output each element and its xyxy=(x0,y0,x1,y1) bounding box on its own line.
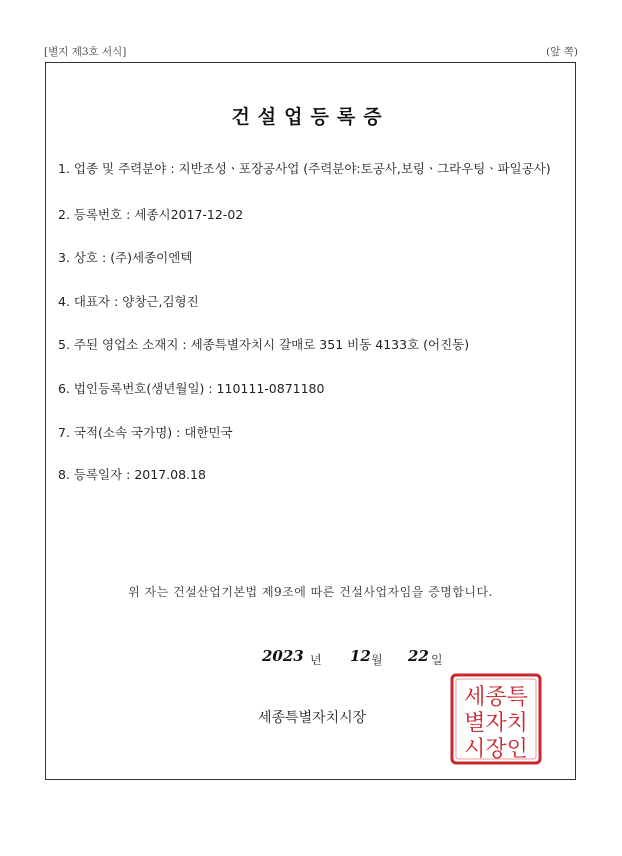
date-year-unit: 년 xyxy=(310,653,322,667)
date-day-unit: 일 xyxy=(431,653,443,667)
item-nationality: 7. 국적(소속 국가명) : 대한민국 xyxy=(58,425,233,440)
date-day: 22 xyxy=(408,647,429,665)
date-year: 2023 xyxy=(262,647,304,665)
official-seal xyxy=(450,673,542,765)
date-month-unit: 월 xyxy=(371,653,383,667)
seal-line-1: 세종특 xyxy=(464,685,528,710)
seal-line-2: 별자치 xyxy=(464,711,528,736)
certificate-frame xyxy=(45,62,576,780)
issuer-name: 세종특별자치시장 xyxy=(258,710,367,726)
certificate-title: 건설업등록증 xyxy=(231,106,390,128)
item-office-address: 5. 주된 영업소 소재지 : 세종특별자치시 갈매로 351 비동 4133호 (어진동) xyxy=(58,337,470,352)
item-company-name: 3. 상호 : (주)세종이엔텍 xyxy=(58,250,193,265)
date-month: 12 xyxy=(350,647,371,665)
seal-line-3: 시장인 xyxy=(464,737,528,762)
item-corporate-number: 6. 법인등록번호(생년월일) : 110111-0871180 xyxy=(58,381,325,396)
certification-statement: 위 자는 건설산업기본법 제9조에 따른 건설사업자임을 증명합니다. xyxy=(128,585,493,599)
item-representative: 4. 대표자 : 양창근,김형진 xyxy=(58,294,199,309)
form-label: [별지 제3호 서식] xyxy=(44,46,127,58)
item-registration-number: 2. 등록번호 : 세종시2017-12-02 xyxy=(58,207,244,222)
page-side-label: (앞 쪽) xyxy=(546,46,578,58)
item-registration-date: 8. 등록일자 : 2017.08.18 xyxy=(58,467,206,482)
issue-date xyxy=(46,647,575,673)
item-business-type: 1. 업종 및 주력분야 : 지반조성ㆍ포장공사업 (주력분야:토공사,보링ㆍ그라우팅ㆍ파일공사) xyxy=(58,161,551,176)
